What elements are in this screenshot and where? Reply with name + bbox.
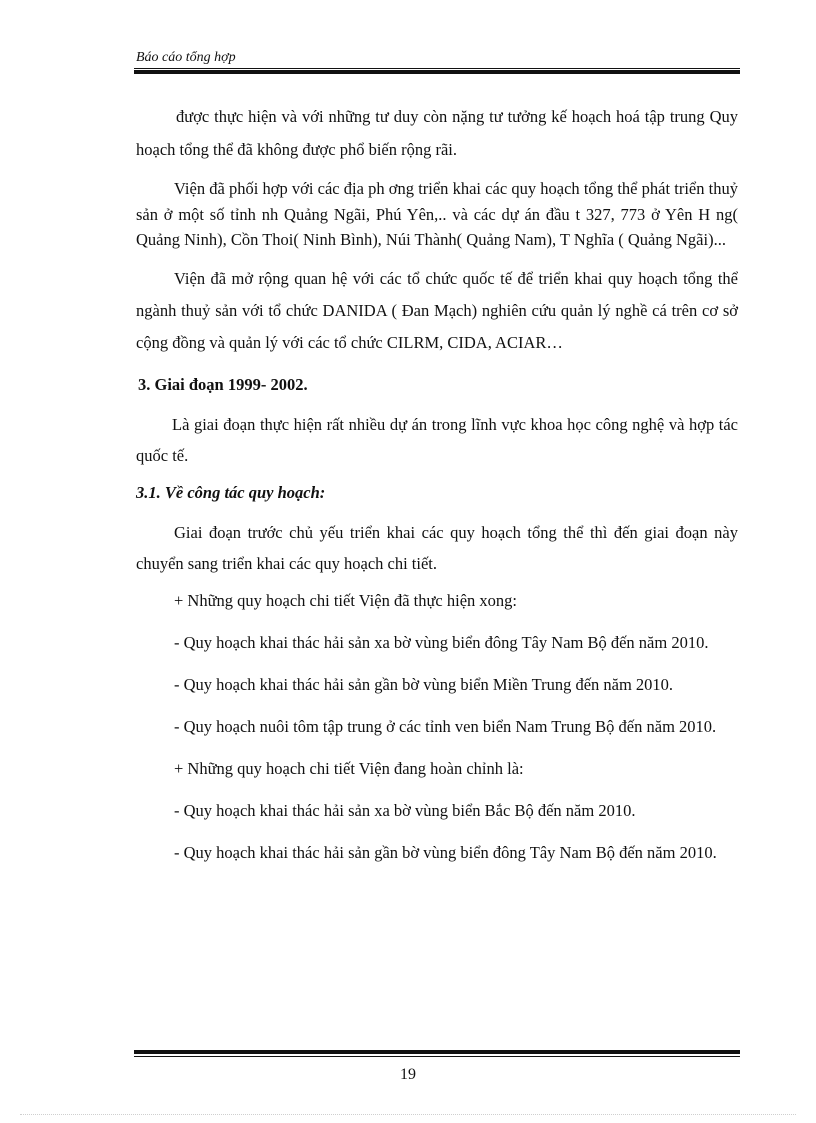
list-item: + Những quy hoạch chi tiết Viện đã thực hiện xong:	[174, 590, 517, 610]
header-rule-thin	[134, 68, 740, 69]
subsection-heading: 3.1. Về công tác quy hoạch:	[136, 482, 326, 502]
list-item: + Những quy hoạch chi tiết Viện đang hoàn chỉnh là:	[174, 758, 524, 778]
page-bottom-divider	[20, 1114, 796, 1115]
page-number: 19	[400, 1066, 416, 1083]
paragraph: Viện đã mở rộng quan hệ với các tổ chức quốc tế để triển khai quy hoạch tổng thể ngành thuỷ sản với tổ chức DANIDA ( Đan Mạch) nghiên cứu quản lý nghề cá trên cơ sở cộng đồng và quản lý với các tổ chức CILRM, CIDA, ACIAR…	[136, 268, 738, 352]
list-item: - Quy hoạch khai thác hải sản gần bờ vùng biển đông Tây Nam Bộ đến năm 2010.	[174, 842, 717, 862]
header-title: Báo cáo tổng hợp	[136, 50, 236, 65]
list-item: - Quy hoạch khai thác hải sản xa bờ vùng biển Bắc Bộ đến năm 2010.	[174, 800, 636, 820]
footer-rule-thick	[134, 1050, 740, 1054]
paragraph: Là giai đoạn thực hiện rất nhiều dự án trong lĩnh vực khoa học công nghệ và hợp tác quốc tế.	[136, 414, 738, 465]
body-content	[136, 100, 738, 879]
list-item: - Quy hoạch khai thác hải sản xa bờ vùng biển đông Tây Nam Bộ đến năm 2010.	[174, 632, 709, 652]
list-item: - Quy hoạch nuôi tôm tập trung ở các tỉnh ven biển Nam Trung Bộ đến năm 2010.	[174, 716, 717, 736]
paragraph: Giai đoạn trước chủ yếu triển khai các quy hoạch tổng thể thì đến giai đoạn này chuyển sang triển khai các quy hoạch chi tiết.	[136, 522, 738, 573]
paragraph: Viện đã phối hợp với các địa ph ơng triển khai các quy hoạch tổng thể phát triển thuỷ sản ở một số tỉnh nh Quảng Ngãi, Phú Yên,.. và các dự án đầu t 327, 773 ở Yên H ng( Quảng Ninh), Cồn Thoi( Ninh Bình), Núi Thành( Quảng Nam), T Nghĩa ( Quảng Ngãi)...	[136, 179, 738, 249]
header-rule-thick	[134, 70, 740, 74]
list-item: - Quy hoạch khai thác hải sản gần bờ vùng biển Miền Trung đến năm 2010.	[174, 674, 674, 694]
section-heading: 3. Giai đoạn 1999- 2002.	[138, 374, 308, 394]
footer-rule-thin	[134, 1056, 740, 1057]
paragraph: được thực hiện và với những tư duy còn nặng tư tưởng kế hoạch hoá tập trung Quy hoạch tổng thể đã không được phổ biến rộng rãi.	[136, 107, 738, 159]
